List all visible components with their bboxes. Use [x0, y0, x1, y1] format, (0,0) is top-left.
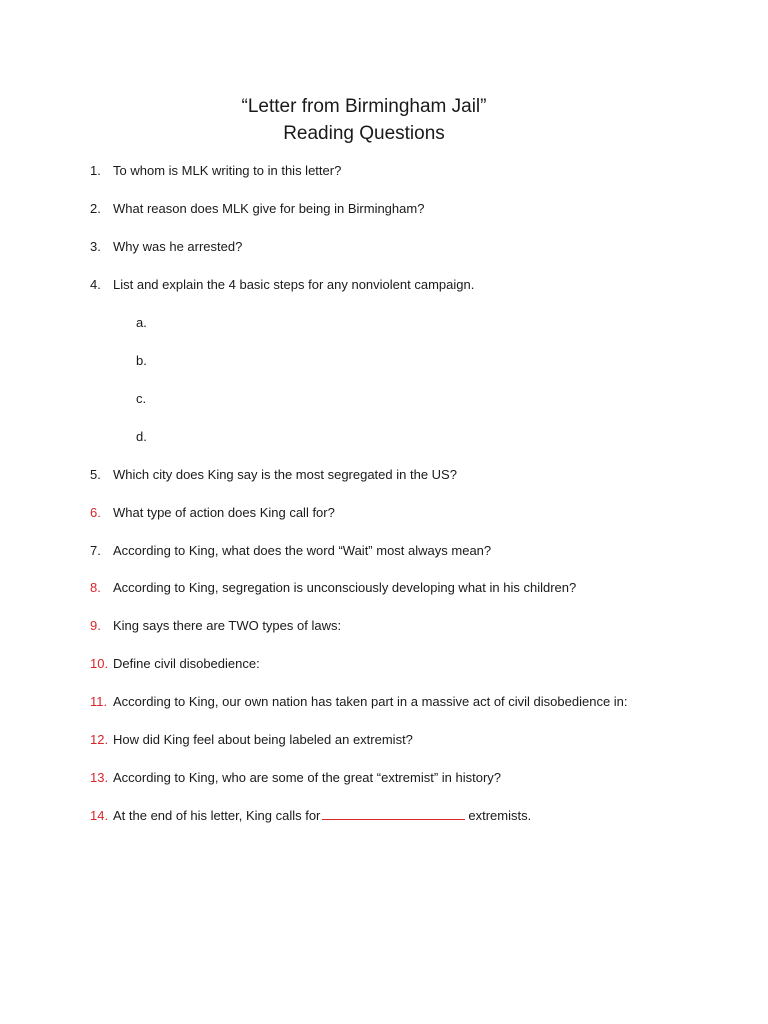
question-text: According to King, what does the word “Wait” most always mean? [113, 543, 492, 558]
question-text-before: At the end of his letter, King calls for [113, 808, 321, 823]
question-text: According to King, segregation is unconsciously developing what in his children? [113, 580, 577, 595]
question-text: Define civil disobedience: [113, 656, 260, 671]
question-10 [90, 655, 260, 673]
question-text: According to King, our own nation has taken part in a massive act of civil disobedience in: [113, 694, 628, 709]
question-number: 7. [90, 543, 101, 558]
question-number: 8. [90, 580, 101, 595]
question-text: According to King, who are some of the great “extremist” in history? [113, 770, 502, 785]
question-number: 4. [90, 277, 101, 292]
question-7 [90, 542, 491, 560]
question-number: 9. [90, 618, 101, 633]
title-line-1: “Letter from Birmingham Jail” [241, 96, 487, 117]
question-text-after: extremists. [468, 808, 532, 823]
question-text: King says there are TWO types of laws: [113, 618, 342, 633]
sub-item-c: c. [136, 391, 147, 406]
question-number: 5. [90, 467, 101, 482]
fill-in-blank[interactable] [322, 807, 465, 820]
worksheet-title [0, 93, 728, 147]
question-number: 13. [90, 770, 109, 785]
question-8 [90, 579, 576, 597]
question-number: 6. [90, 505, 101, 520]
question-3 [90, 238, 242, 256]
question-9 [90, 617, 341, 635]
question-number: 12. [90, 732, 109, 747]
question-text: What type of action does King call for? [113, 505, 335, 520]
question-5 [90, 466, 457, 484]
question-1 [90, 162, 341, 180]
question-number: 11. [90, 694, 108, 709]
question-text: Which city does King say is the most segregated in the US? [113, 467, 457, 482]
question-4 [90, 276, 474, 294]
question-number: 1. [90, 163, 101, 178]
question-text: To whom is MLK writing to in this letter? [113, 163, 342, 178]
title-line-2: Reading Questions [283, 123, 445, 144]
question-number: 10. [90, 656, 109, 671]
question-number: 14. [90, 808, 109, 823]
question-text: List and explain the 4 basic steps for any nonviolent campaign. [113, 277, 475, 292]
sub-item-d: d. [136, 429, 147, 444]
question-text: How did King feel about being labeled an extremist? [113, 732, 413, 747]
question-number: 2. [90, 201, 101, 216]
question-text: Why was he arrested? [113, 239, 243, 254]
question-text: What reason does MLK give for being in Birmingham? [113, 201, 425, 216]
sub-item-b: b. [136, 353, 147, 368]
question-11 [90, 693, 628, 711]
question-2 [90, 200, 424, 218]
sub-item-a: a. [136, 315, 147, 330]
question-6 [90, 504, 335, 522]
question-number: 3. [90, 239, 101, 254]
question-14 [90, 807, 531, 825]
question-12 [90, 731, 413, 749]
question-13 [90, 769, 501, 787]
